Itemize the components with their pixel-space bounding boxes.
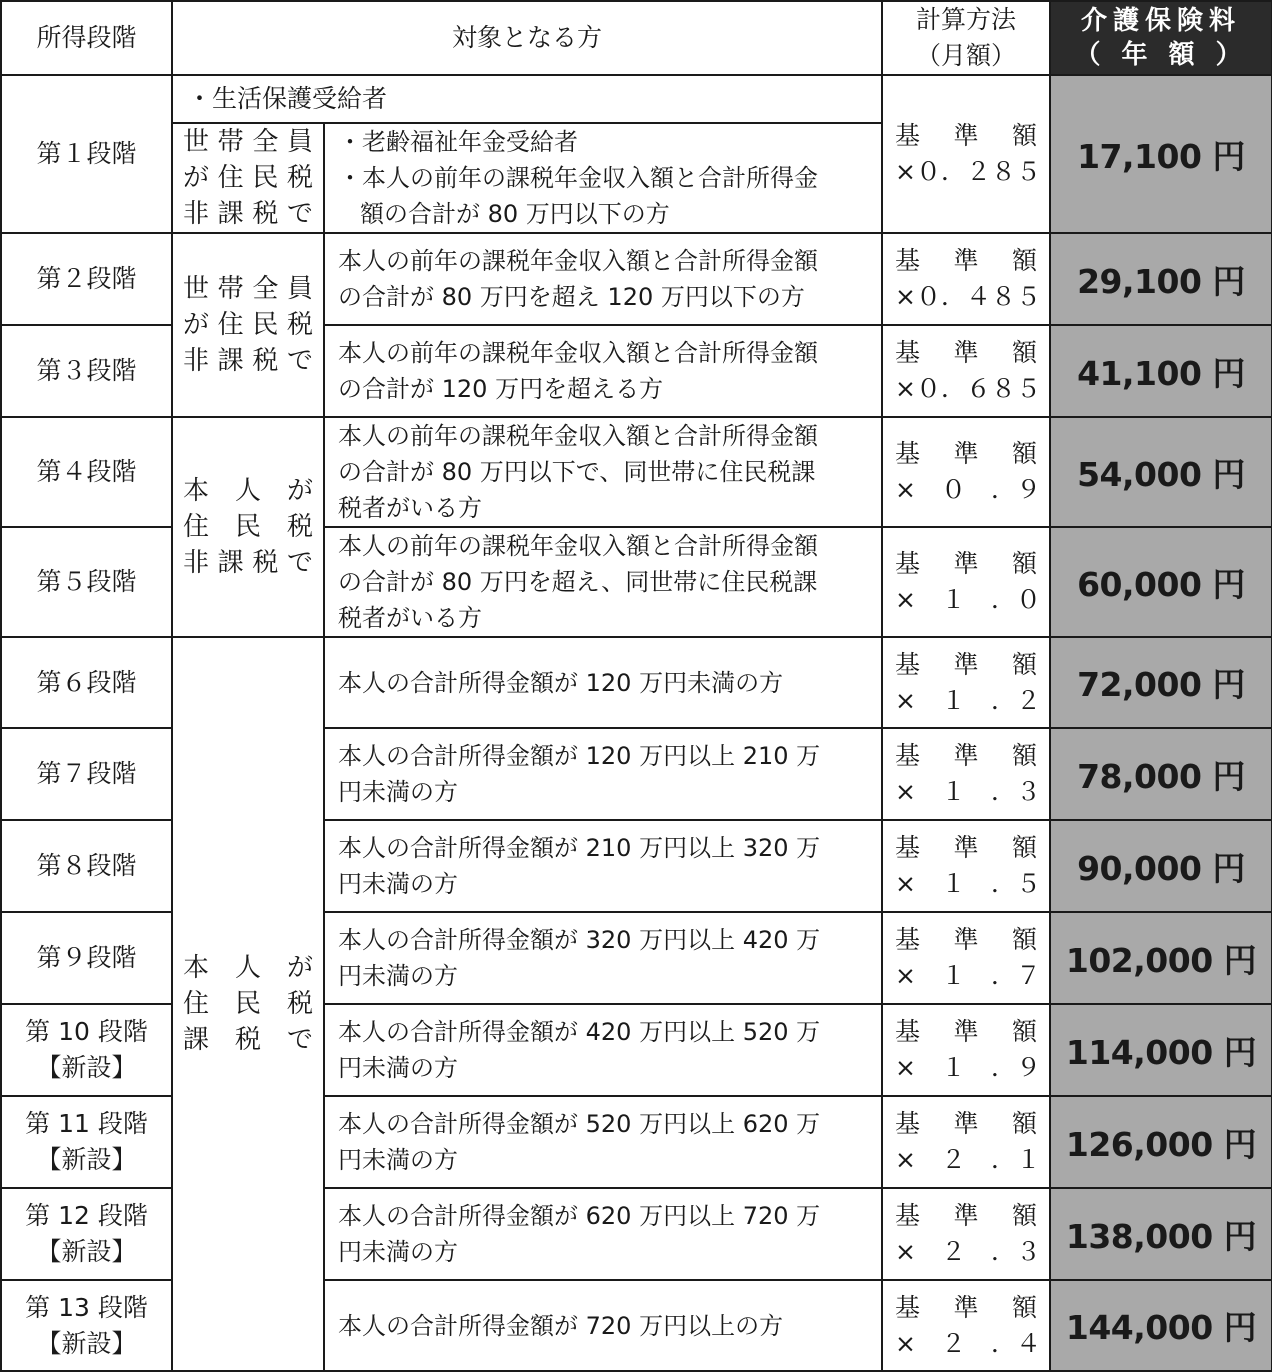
desc-line: 額の合計が 80 万円以下の方 bbox=[360, 200, 670, 228]
stage-label: 第４段階 bbox=[36, 457, 137, 486]
desc-cell bbox=[324, 417, 882, 527]
group-label-line: 住 民 税 bbox=[183, 989, 314, 1019]
calc-cell bbox=[882, 637, 1050, 728]
fee-cell: 126,000 円 bbox=[1050, 1096, 1272, 1188]
group-label-4 bbox=[172, 637, 324, 1371]
desc-line: 円未満の方 bbox=[338, 1054, 458, 1082]
stage-label: 第８段階 bbox=[36, 851, 137, 880]
header-fee-line2: （ 年 額 ） bbox=[1074, 40, 1248, 70]
calc-text: × １ ．５ bbox=[895, 869, 1041, 898]
calc-text: × １ ．７ bbox=[895, 961, 1041, 990]
calc-cell bbox=[882, 1280, 1050, 1371]
group-label-line: 世帯全員 bbox=[183, 127, 313, 157]
calc-cell bbox=[882, 527, 1050, 637]
header-stage: 所得段階 bbox=[1, 1, 172, 75]
bullet-livelihood: ・生活保護受給者 bbox=[172, 75, 882, 123]
group-label-line: 非課税で bbox=[183, 199, 313, 229]
group-label-line: が住民税 bbox=[183, 310, 313, 340]
desc-line: 本人の合計所得金額が 520 万円以上 620 万 bbox=[338, 1110, 821, 1138]
calc-text: 基 準 額 bbox=[895, 833, 1038, 862]
stage-label: 第 13 段階 bbox=[25, 1292, 148, 1322]
desc-cell bbox=[324, 1096, 882, 1188]
calc-cell bbox=[882, 820, 1050, 912]
calc-cell bbox=[882, 417, 1050, 527]
calc-text: × ２ ．１ bbox=[895, 1145, 1041, 1174]
calc-cell bbox=[882, 1096, 1050, 1188]
desc-line: の合計が 80 万円を超え、同世帯に住民税課 bbox=[338, 568, 818, 596]
fee-cell: 144,000 円 bbox=[1050, 1280, 1272, 1371]
stage-label: 【新設】 bbox=[36, 1053, 137, 1082]
stage-cell bbox=[1, 1096, 172, 1188]
header-calc-line2: （月額） bbox=[916, 41, 1017, 70]
stage-cell bbox=[1, 527, 172, 637]
desc-line: 本人の前年の課税年金収入額と合計所得金額 bbox=[338, 532, 818, 560]
stage-label: 第 12 段階 bbox=[25, 1201, 148, 1230]
stage-label: 第１段階 bbox=[36, 139, 137, 168]
calc-text: × １ ．２ bbox=[895, 685, 1041, 715]
group-label-1 bbox=[172, 123, 324, 233]
header-fee-line1: 介護保険料 bbox=[1081, 6, 1242, 36]
calc-cell bbox=[882, 233, 1050, 325]
stage-label: 第５段階 bbox=[36, 567, 137, 596]
table-row bbox=[1, 417, 1272, 527]
stage-label: 第２段階 bbox=[36, 264, 137, 293]
calc-cell bbox=[882, 1004, 1050, 1096]
calc-text: 基 準 額 bbox=[895, 1292, 1038, 1322]
desc-line: 本人の合計所得金額が 420 万円以上 520 万 bbox=[338, 1018, 821, 1046]
desc-line: 税者がいる方 bbox=[338, 494, 482, 522]
stage-label: 第 10 段階 bbox=[25, 1017, 148, 1046]
desc-line: 本人の合計所得金額が 120 万円以上 210 万 bbox=[338, 742, 821, 770]
stage-label: 【新設】 bbox=[36, 1145, 137, 1174]
stage-label: 第 11 段階 bbox=[25, 1109, 148, 1138]
desc-line: ・老齢福祉年金受給者 bbox=[338, 128, 578, 156]
calc-cell bbox=[882, 912, 1050, 1004]
desc-cell bbox=[324, 123, 882, 233]
desc-cell bbox=[324, 233, 882, 325]
desc-cell bbox=[324, 325, 882, 417]
calc-text: ×０．６８５ bbox=[895, 374, 1041, 403]
stage-cell bbox=[1, 325, 172, 417]
desc-line: 本人の合計所得金額が 210 万円以上 320 万 bbox=[338, 834, 821, 862]
calc-text: 基 準 額 bbox=[895, 1017, 1038, 1046]
desc-line: 円未満の方 bbox=[338, 870, 458, 898]
stage-label: 第９段階 bbox=[36, 943, 137, 972]
desc-cell bbox=[324, 820, 882, 912]
calc-text: 基 準 額 bbox=[895, 549, 1038, 578]
group-label-line: 本 人 が bbox=[183, 476, 314, 506]
stage-label: 【新設】 bbox=[36, 1328, 137, 1358]
fee-cell: 114,000 円 bbox=[1050, 1004, 1272, 1096]
desc-cell bbox=[324, 728, 882, 820]
fee-cell: 72,000 円 bbox=[1050, 637, 1272, 728]
group-label-line: 非課税で bbox=[183, 346, 313, 376]
stage-cell bbox=[1, 637, 172, 728]
header-row bbox=[1, 1, 1272, 75]
fee-cell: 138,000 円 bbox=[1050, 1188, 1272, 1280]
calc-text: 基 準 額 bbox=[895, 439, 1038, 468]
calc-text: × １ ．３ bbox=[895, 777, 1041, 806]
header-calc-line1: 計算方法 bbox=[916, 5, 1017, 34]
stage-cell bbox=[1, 417, 172, 527]
desc-line: 円未満の方 bbox=[338, 1146, 458, 1174]
stage-cell bbox=[1, 233, 172, 325]
desc-cell bbox=[324, 637, 882, 728]
stage-cell bbox=[1, 728, 172, 820]
desc-line: ・本人の前年の課税年金収入額と合計所得金 bbox=[338, 164, 818, 192]
fee-cell: 60,000 円 bbox=[1050, 527, 1272, 637]
calc-text: × ２ ．４ bbox=[895, 1328, 1041, 1358]
desc-cell bbox=[324, 1188, 882, 1280]
stage-label: 【新設】 bbox=[36, 1237, 137, 1266]
fee-cell: 41,100 円 bbox=[1050, 325, 1272, 417]
calc-text: 基 準 額 bbox=[895, 338, 1038, 367]
calc-text: 基 準 額 bbox=[895, 649, 1038, 679]
desc-line: の合計が 80 万円を超え 120 万円以下の方 bbox=[338, 283, 805, 311]
group-label-2 bbox=[172, 233, 324, 417]
calc-cell bbox=[882, 728, 1050, 820]
group-label-line: 本 人 が bbox=[183, 953, 314, 983]
stage-cell bbox=[1, 1004, 172, 1096]
desc-cell bbox=[324, 1280, 882, 1371]
fee-cell: 29,100 円 bbox=[1050, 233, 1272, 325]
fee-cell: 78,000 円 bbox=[1050, 728, 1272, 820]
desc-cell bbox=[324, 1004, 882, 1096]
stage-cell bbox=[1, 820, 172, 912]
calc-text: 基 準 額 bbox=[895, 1109, 1038, 1138]
group-label-3 bbox=[172, 417, 324, 637]
stage-label: 第３段階 bbox=[36, 356, 137, 385]
table-row bbox=[1, 75, 1272, 123]
calc-text: ×０．４８５ bbox=[895, 282, 1041, 311]
calc-cell bbox=[882, 1188, 1050, 1280]
group-label-line: が住民税 bbox=[183, 163, 313, 193]
desc-line: の合計が 80 万円以下で、同世帯に住民税課 bbox=[338, 458, 816, 486]
desc-line: 税者がいる方 bbox=[338, 604, 482, 632]
desc-line: 本人の合計所得金額が 120 万円未満の方 bbox=[338, 668, 784, 697]
stage-label: 第７段階 bbox=[36, 759, 137, 788]
desc-line: 本人の合計所得金額が 620 万円以上 720 万 bbox=[338, 1202, 821, 1230]
calc-text: 基 準 額 bbox=[895, 741, 1038, 770]
fee-cell: 17,100 円 bbox=[1050, 75, 1272, 233]
calc-text: × １ ．０ bbox=[895, 585, 1041, 614]
desc-line: 本人の合計所得金額が 720 万円以上の方 bbox=[338, 1311, 784, 1340]
desc-cell bbox=[324, 912, 882, 1004]
calc-text: 基 準 額 bbox=[895, 246, 1038, 275]
stage-cell bbox=[1, 75, 172, 233]
stage-cell bbox=[1, 1188, 172, 1280]
desc-line: 本人の合計所得金額が 320 万円以上 420 万 bbox=[338, 926, 821, 954]
desc-line: の合計が 120 万円を超える方 bbox=[338, 375, 664, 403]
header-calc bbox=[882, 1, 1050, 75]
calc-text: 基 準 額 bbox=[895, 121, 1038, 150]
header-fee bbox=[1050, 1, 1272, 75]
table-row bbox=[1, 637, 1272, 728]
group-label-line: 課 税 で bbox=[183, 1025, 314, 1055]
desc-line: 円未満の方 bbox=[338, 962, 458, 990]
desc-line: 円未満の方 bbox=[338, 778, 458, 806]
fee-cell: 102,000 円 bbox=[1050, 912, 1272, 1004]
calc-text: × １ ．９ bbox=[895, 1053, 1041, 1082]
stage-cell bbox=[1, 912, 172, 1004]
desc-cell bbox=[324, 527, 882, 637]
table-row bbox=[1, 233, 1272, 325]
group-label-line: 非課税で bbox=[183, 548, 313, 578]
calc-text: × ０ ．９ bbox=[895, 475, 1041, 504]
calc-text: × ２ ．３ bbox=[895, 1237, 1041, 1266]
fee-cell: 54,000 円 bbox=[1050, 417, 1272, 527]
group-label-line: 世帯全員 bbox=[183, 274, 313, 304]
stage-cell bbox=[1, 1280, 172, 1371]
calc-text: 基 準 額 bbox=[895, 925, 1038, 954]
header-target: 対象となる方 bbox=[172, 1, 882, 75]
desc-line: 本人の前年の課税年金収入額と合計所得金額 bbox=[338, 247, 818, 275]
stage-label: 第６段階 bbox=[36, 667, 137, 697]
calc-text: 基 準 額 bbox=[895, 1201, 1038, 1230]
desc-line: 本人の前年の課税年金収入額と合計所得金額 bbox=[338, 422, 818, 450]
desc-line: 円未満の方 bbox=[338, 1238, 458, 1266]
calc-cell bbox=[882, 325, 1050, 417]
group-label-line: 住 民 税 bbox=[183, 512, 314, 542]
calc-text: ×０．２８５ bbox=[895, 157, 1041, 186]
fee-cell: 90,000 円 bbox=[1050, 820, 1272, 912]
desc-line: 本人の前年の課税年金収入額と合計所得金額 bbox=[338, 339, 818, 367]
calc-cell bbox=[882, 75, 1050, 233]
